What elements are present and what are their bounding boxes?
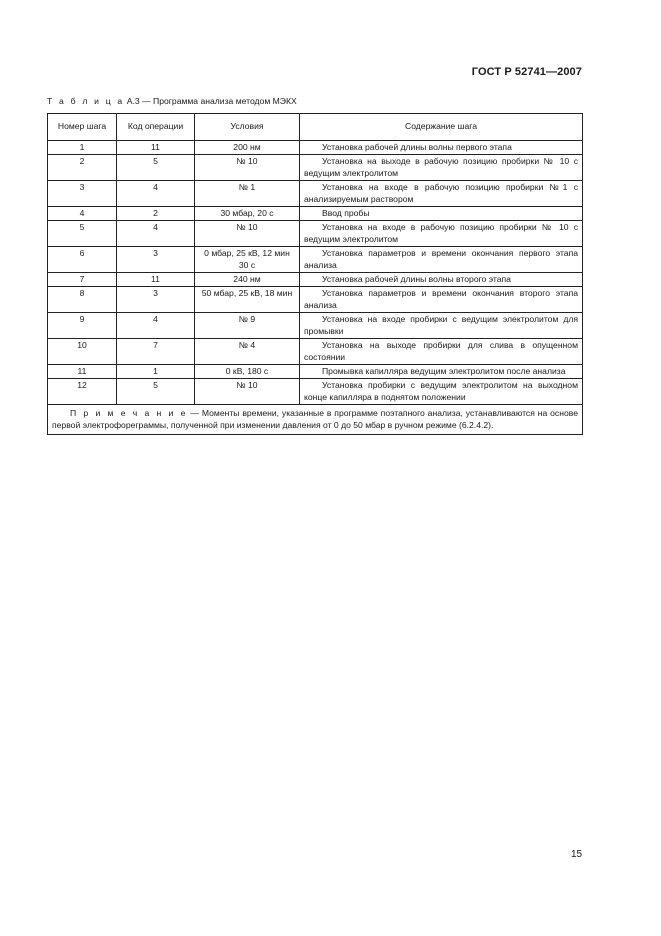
cell-conditions: 50 мбар, 25 кВ, 18 мин	[195, 287, 300, 313]
header-step: Номер шага	[48, 114, 117, 141]
cell-step: 6	[48, 247, 117, 273]
caption-prefix: Т а б л и ц а	[47, 96, 125, 106]
cell-step: 12	[48, 379, 117, 405]
cell-code: 5	[117, 155, 195, 181]
cell-conditions: 0 кВ, 180 с	[195, 364, 300, 378]
header-code: Код операции	[117, 114, 195, 141]
table-row	[48, 364, 583, 378]
cell-code: 4	[117, 313, 195, 339]
cell-code: 7	[117, 339, 195, 365]
cell-content: Промывка капилляра ведущим электролитом после анализа	[300, 364, 583, 378]
table-note-row	[48, 405, 583, 435]
cell-conditions: 240 нм	[195, 273, 300, 287]
cell-code: 4	[117, 181, 195, 207]
cell-step: 2	[48, 155, 117, 181]
note-prefix: П р и м е ч а н и е	[70, 408, 188, 419]
table-row	[48, 207, 583, 221]
table-header-row	[48, 114, 583, 141]
cell-conditions: 0 мбар, 25 кВ, 12 мин 30 с	[195, 247, 300, 273]
cell-conditions: № 10	[195, 221, 300, 247]
cell-code: 1	[117, 364, 195, 378]
table-row	[48, 155, 583, 181]
cell-content: Установка на выходе пробирки для слива в опущенном состоянии	[300, 339, 583, 365]
page-number: 15	[571, 849, 583, 860]
cell-content: Установка на выходе в рабочую позицию пробирки № 10 с ведущим электролитом	[300, 155, 583, 181]
note-text: — Моменты времени, указанные в программе поэтапного анализа, устанавливаются на основе первой электрофореграммы, полученной при изменении давления от 0 до 50 мбар в ручном режиме (6.2.4.2).	[52, 408, 578, 430]
table-note	[48, 405, 583, 435]
cell-conditions: № 9	[195, 313, 300, 339]
program-table	[47, 113, 583, 435]
header-content: Содержание шага	[300, 114, 583, 141]
cell-conditions: № 10	[195, 155, 300, 181]
cell-step: 4	[48, 207, 117, 221]
cell-content: Установка на входе пробирки с ведущим электролитом для промывки	[300, 313, 583, 339]
caption-text: А.3 — Программа анализа методом МЭКХ	[124, 96, 297, 106]
header-conditions: Условия	[195, 114, 300, 141]
document-id: ГОСТ Р 52741—2007	[471, 66, 582, 78]
cell-step: 10	[48, 339, 117, 365]
cell-step: 9	[48, 313, 117, 339]
cell-conditions: 30 мбар, 20 с	[195, 207, 300, 221]
cell-code: 5	[117, 379, 195, 405]
table-row	[48, 379, 583, 405]
cell-step: 1	[48, 141, 117, 155]
table-row	[48, 181, 583, 207]
cell-code: 3	[117, 287, 195, 313]
cell-content: Установка на входе в рабочую позицию пробирки №1 с анализируемым раствором	[300, 181, 583, 207]
cell-conditions: 200 нм	[195, 141, 300, 155]
table-row	[48, 141, 583, 155]
cell-content: Установка параметров и времени окончания первого этапа анализа	[300, 247, 583, 273]
cell-code: 11	[117, 141, 195, 155]
cell-step: 8	[48, 287, 117, 313]
table-row	[48, 313, 583, 339]
cell-code: 11	[117, 273, 195, 287]
table-caption	[47, 96, 297, 106]
cell-content: Ввод пробы	[300, 207, 583, 221]
cell-step: 7	[48, 273, 117, 287]
cell-content: Установка параметров и времени окончания второго этапа анализа	[300, 287, 583, 313]
table-row	[48, 339, 583, 365]
cell-code: 4	[117, 221, 195, 247]
table-row	[48, 221, 583, 247]
cell-content: Установка на входе в рабочую позицию пробирки № 10 с ведущим электролитом	[300, 221, 583, 247]
cell-content: Установка рабочей длины волны первого этапа	[300, 141, 583, 155]
table-row	[48, 273, 583, 287]
cell-content: Установка пробирки с ведущим электролитом на выходном конце капилляра в поднятом положении	[300, 379, 583, 405]
table-row	[48, 287, 583, 313]
cell-code: 3	[117, 247, 195, 273]
cell-code: 2	[117, 207, 195, 221]
cell-conditions: № 4	[195, 339, 300, 365]
cell-conditions: № 1	[195, 181, 300, 207]
cell-step: 3	[48, 181, 117, 207]
cell-step: 11	[48, 364, 117, 378]
cell-step: 5	[48, 221, 117, 247]
table-row	[48, 247, 583, 273]
cell-content: Установка рабочей длины волны второго этапа	[300, 273, 583, 287]
cell-conditions: № 10	[195, 379, 300, 405]
